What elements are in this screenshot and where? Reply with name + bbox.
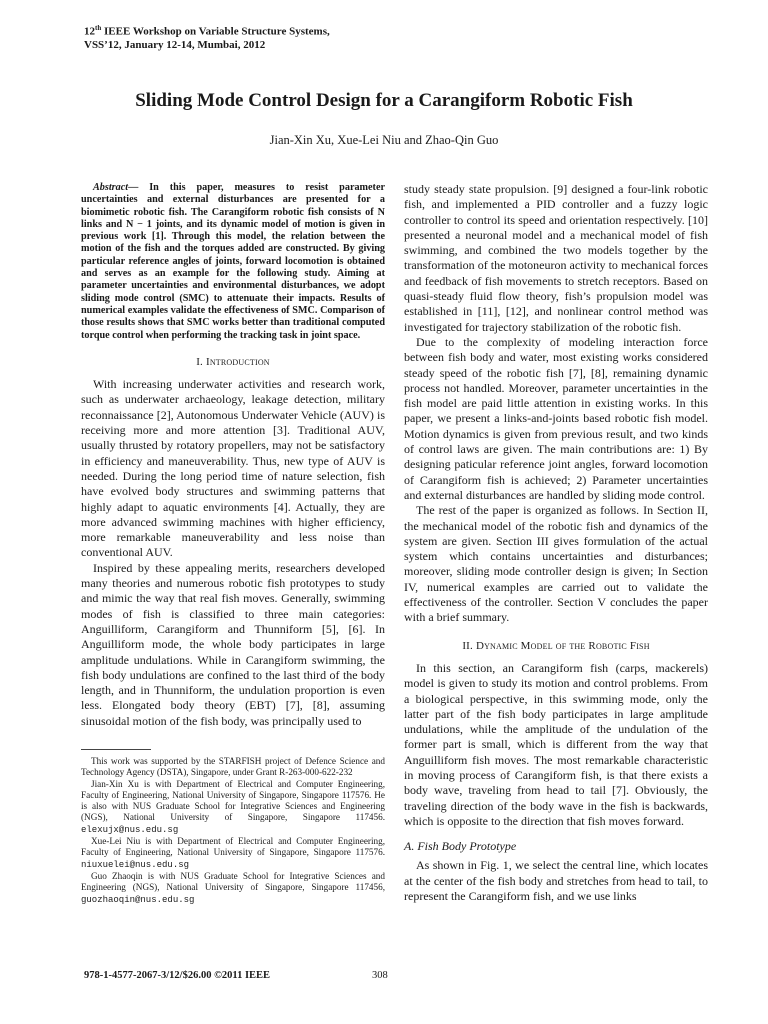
conference-name: IEEE Workshop on Variable Structure Systems, [101,25,330,38]
footnote-author-1 [81,779,385,836]
intro-paragraph-3: study steady state propulsion. [9] designed a four-link robotic fish, and implemented a PID controller and a fuzzy logic controller to control its speed and orientation respectively. [10] presented a neuronal model and a mechanical model of fish swimming, and combined the two models together by the transformation of the motoneuron activity to mechanical forces and feedback of fish movements to stretch receptors. Based on quasi-steady fluid flow theory, fish’s propulsion model was established in [11], [12], and nonlinear control method was investigated for trajectory stabilization of the robotic fish. [404,182,708,334]
footnote-author-3-text: Guo Zhaoqin is with NUS Graduate School for Integrative Sciences and Engineering (NGS), National University of Singapore, Singapore 117456, [81,870,385,893]
conference-number-suffix: th [95,24,102,32]
section-heading-introduction: I. Introduction [196,355,270,368]
left-column [81,182,385,906]
footnote-author-1-email[interactable]: elexujx@nus.edu.sg [81,824,179,835]
abstract [81,182,385,342]
footnote-author-2-email[interactable]: niuxuelei@nus.edu.sg [81,859,190,870]
abstract-label: Abstract [93,182,129,193]
footnotes [81,756,385,906]
conference-number: 12 [84,25,95,38]
page-number: 308 [372,970,388,981]
conference-line-1 [84,22,330,39]
intro-paragraph-2: Inspired by these appealing merits, researchers developed many theories and numerous robotic fish prototypes to study and mimic the way that real fish moves. Generally, swimming modes of fish is classified to three main categories: Anguilliform, Carangiform and Thunniform [5], [6]. In Anguilliform mode, the whole body participates in large amplitude undulations. While in Carangiform swimming, the fish body undulations are confined to the last third of the body length, and in Thunniform, the undulation proportion is even less. Elongated body theory (EBT) [7], [8], assuming sinusoidal motion of the fish body, was principally used to [81,560,385,728]
intro-paragraph-4: Due to the complexity of modeling interaction force between fish body and water, most existing works considered steady speed of the robotic fish [7], [8], remaining dynamic process not handled. Moreover, parameter uncertainties in the fish model are paid little attention in existing works. In this paper, we present a links-and-joints based robotic fish model. Motion dynamics is given from previous result, and two kinds of control laws are given. The main contributions are: 1) By designing paticular reference joint angles, forward locomotion of Carangiform fish is achieved; 2) Parameter uncertainties and external disturbances are handled by sliding mode control. [404,334,708,502]
abstract-text: — In this paper, measures to resist parameter uncertainties and external disturbances are presented for a biomimetic robotic fish. The Carangiform robotic fish consists of N links and N − 1 joints, and its dynamic model of motion is given in previous work [1]. Through this model, the relation between the motion of the fish and the torques added are constructed. By giving particular reference angles of joints, forward locomotion is obtained and serves as an example for the following study. Aiming at parameter uncertainties and environmental disturbances, we adopt sliding mode control (SMC) to attenuate their impacts. Results of numerical examples validate the effectiveness of SMC. Comparison of those results shows that SMC works better than traditional computed torque control when performing the tracking task in joint space. [81,182,385,341]
footnote-rule [81,749,151,750]
conference-header [84,22,330,52]
intro-paragraph-1: With increasing underwater activities and research work, such as underwater archaeology, leakage detection, military reconnaissance [2], Autonomous Underwater Vehicle (AUV) is receiving more and more attention [3]. Traditional AUV, usually thrusted by rotatory propellers, may not be satisfactory in efficiency and maneuverability. Thus, new type of AUV is needed. During the long period time of nature selection, fish have evolved body structures and swimming patterns that highly adapt to aquatic environments [4]. Actually, they are more advanced swimming machines with higher efficiency, more remarkable maneuverability and less noise than conventional AUV. [81,377,385,560]
footnote-author-1-text: Jian-Xin Xu is with Department of Electrical and Computer Engineering, Faculty of Engineering, National University of Singapore, Singapore 117576. He is also with NUS Graduate School for Integrative Sciences and Engineering (NGS), National University of Singapore, Singapore 117456. [81,778,385,823]
subsection-heading-fish-body: A. Fish Body Prototype [404,839,517,854]
conference-line-2: VSS’12, January 12-14, Mumbai, 2012 [84,38,266,51]
footnote-author-2 [81,836,385,871]
paper-authors: Jian-Xin Xu, Xue-Lei Niu and Zhao-Qin Guo [269,133,499,147]
section-heading-dynamic-model: II. Dynamic Model of the Robotic Fish [462,639,650,652]
intro-paragraph-5: The rest of the paper is organized as follows. In Section II, the mechanical model of the robotic fish and dynamics of the system are given. Section III gives formulation of the actual system which contains uncertainties and disturbances; moreover, sliding mode controller design is given; In Section IV, numerical examples are carried out to validate the effectiveness of the controller. Section V concludes the paper with a brief summary. [404,503,708,625]
paper-title: Sliding Mode Control Design for a Carangiform Robotic Fish [135,90,633,111]
footnote-author-2-text: Xue-Lei Niu is with Department of Electrical and Computer Engineering, Faculty of Engineering, National University of Singapore, Singapore 117576. [81,836,385,858]
footnote-funding: This work was supported by the STARFISH project of Defence Science and Technology Agency (DSTA), Singapore, under Grant R-263-000-622-232 [81,755,385,778]
fish-body-paragraph-1: As shown in Fig. 1, we select the central line, which locates at the center of the fish body and stretches from head to tail, to represent the Carangiform fish, and we use links [404,858,708,904]
copyright-footer: 978-1-4577-2067-3/12/$26.00 ©2011 IEEE [84,970,271,981]
footnote-author-3 [81,871,385,906]
footnote-author-3-email[interactable]: guozhaoqin@nus.edu.sg [81,894,195,905]
model-paragraph-1: In this section, an Carangiform fish (carps, mackerels) model is given to study its motion and control problems. From a biological perspective, in this swimming mode, only the latter part of the fish body participates in large amplitude undulations, while the amplitude of the undulation of the former part is small, which is different from the way that Anguilliform fish moves. The most remarkable characteristic in moving process of Carangiform fish, is that there exists a body wave, traveling from head to tail [7]. Obviously, the traveling direction of the body wave in the fish is backwards, which is opposite to the direction that fish moves forward. [404,660,708,828]
right-column [404,182,708,904]
